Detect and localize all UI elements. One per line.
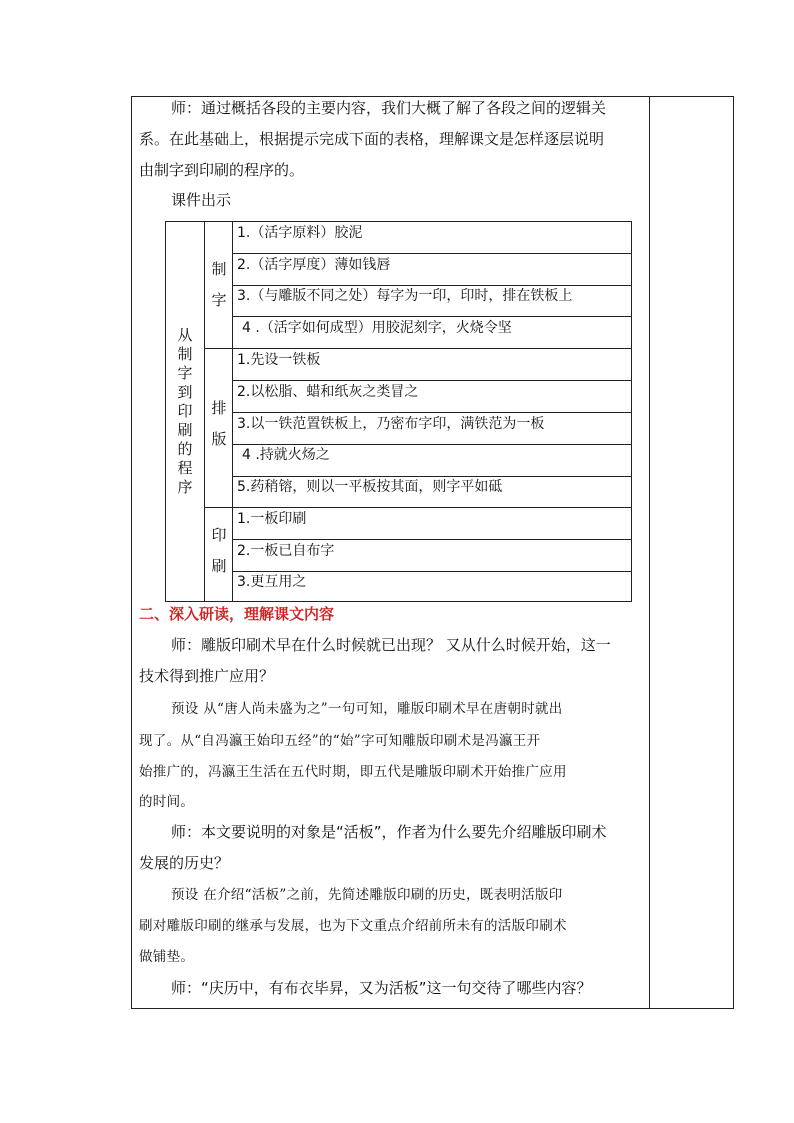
question-1-line-1: 师：雕版印刷术早在什么时候就已出现？ 又从什么时候开始，这一 xyxy=(171,636,611,654)
answer-2-line-1: 预设 在介绍“活板”之前，先简述雕版印刷的历史，既表明活版印 xyxy=(171,887,563,903)
table-cell: 3.（与雕版不同之处）每字为一印，印时，排在铁板上 xyxy=(237,288,573,304)
main-process-label: 从 制 字 到 印 刷 的 程 序 xyxy=(177,326,193,496)
table-cell: 5.药稍镕，则以一平板按其面，则字平如砥 xyxy=(237,479,503,495)
table-cell: 2.以松脂、蜡和纸灰之类冒之 xyxy=(237,384,419,400)
table-cell: 1.（活字原料）胶泥 xyxy=(237,225,363,241)
table-cell: 3.以一铁范置铁板上，乃密布字印，满铁范为一板 xyxy=(237,416,545,432)
answer-1-line-4: 的时间。 xyxy=(139,794,195,810)
table-cell: 1.先设一铁板 xyxy=(237,352,321,368)
table-cell: 1.一板印刷 xyxy=(237,511,307,527)
group-label-paiban: 排 版 xyxy=(211,399,227,448)
table-cell: 2.（活字厚度）薄如钱唇 xyxy=(237,257,391,273)
intro-line-1: 师：通过概括各段的主要内容，我们大概了解了各段之间的逻辑关 xyxy=(171,99,607,117)
group-separator xyxy=(204,507,232,508)
table-cell: 2.一板已自布字 xyxy=(237,543,335,559)
question-2-line-2: 发展的历史？ xyxy=(139,854,230,872)
table-vline-1 xyxy=(204,222,205,601)
question-3-line-1: 师：“庆历中，有布衣毕昇，又为活板”这一句交待了哪些内容？ xyxy=(171,979,592,997)
answer-2-line-2: 刷对雕版印刷的继承与发展，也为下文重点介绍前所未有的活版印刷术 xyxy=(139,918,567,934)
group-separator xyxy=(204,348,232,349)
section-heading: 二、深入研读，理解课文内容 xyxy=(139,605,335,623)
table-cell: 4 .持就火炀之 xyxy=(242,447,330,463)
answer-1-line-2: 现了。从“自冯瀛王始印五经”的“始”字可知雕版印刷术是冯瀛王开 xyxy=(139,733,541,749)
courseware-label: 课件出示 xyxy=(171,191,232,209)
answer-2-line-3: 做铺垫。 xyxy=(139,949,195,965)
answer-1-line-1: 预设 从“唐人尚未盛为之”一句可知，雕版印刷术早在唐朝时就出 xyxy=(171,701,563,717)
intro-line-2: 系。在此基础上，根据提示完成下面的表格，理解课文是怎样逐层说明 xyxy=(139,130,605,148)
question-2-line-1: 师：本文要说明的对象是“活板”，作者为什么要先介绍雕版印刷术 xyxy=(171,823,607,841)
answer-1-line-3: 始推广的，冯瀛王生活在五代时期，即五代是雕版印刷术开始推广应用 xyxy=(139,764,567,780)
column-divider xyxy=(649,97,650,1008)
group-label-zhizi: 制 字 xyxy=(211,260,227,309)
courseware-table xyxy=(165,221,632,602)
intro-line-3: 由制字到印刷的程序的。 xyxy=(139,161,305,179)
table-cell: 4 .（活字如何成型）用胶泥刻字，火烧令坚 xyxy=(242,320,512,336)
table-cell: 3.更互用之 xyxy=(237,574,307,590)
question-1-line-2: 技术得到推广应用？ xyxy=(139,667,275,685)
group-label-yinshua: 印 刷 xyxy=(211,526,227,575)
